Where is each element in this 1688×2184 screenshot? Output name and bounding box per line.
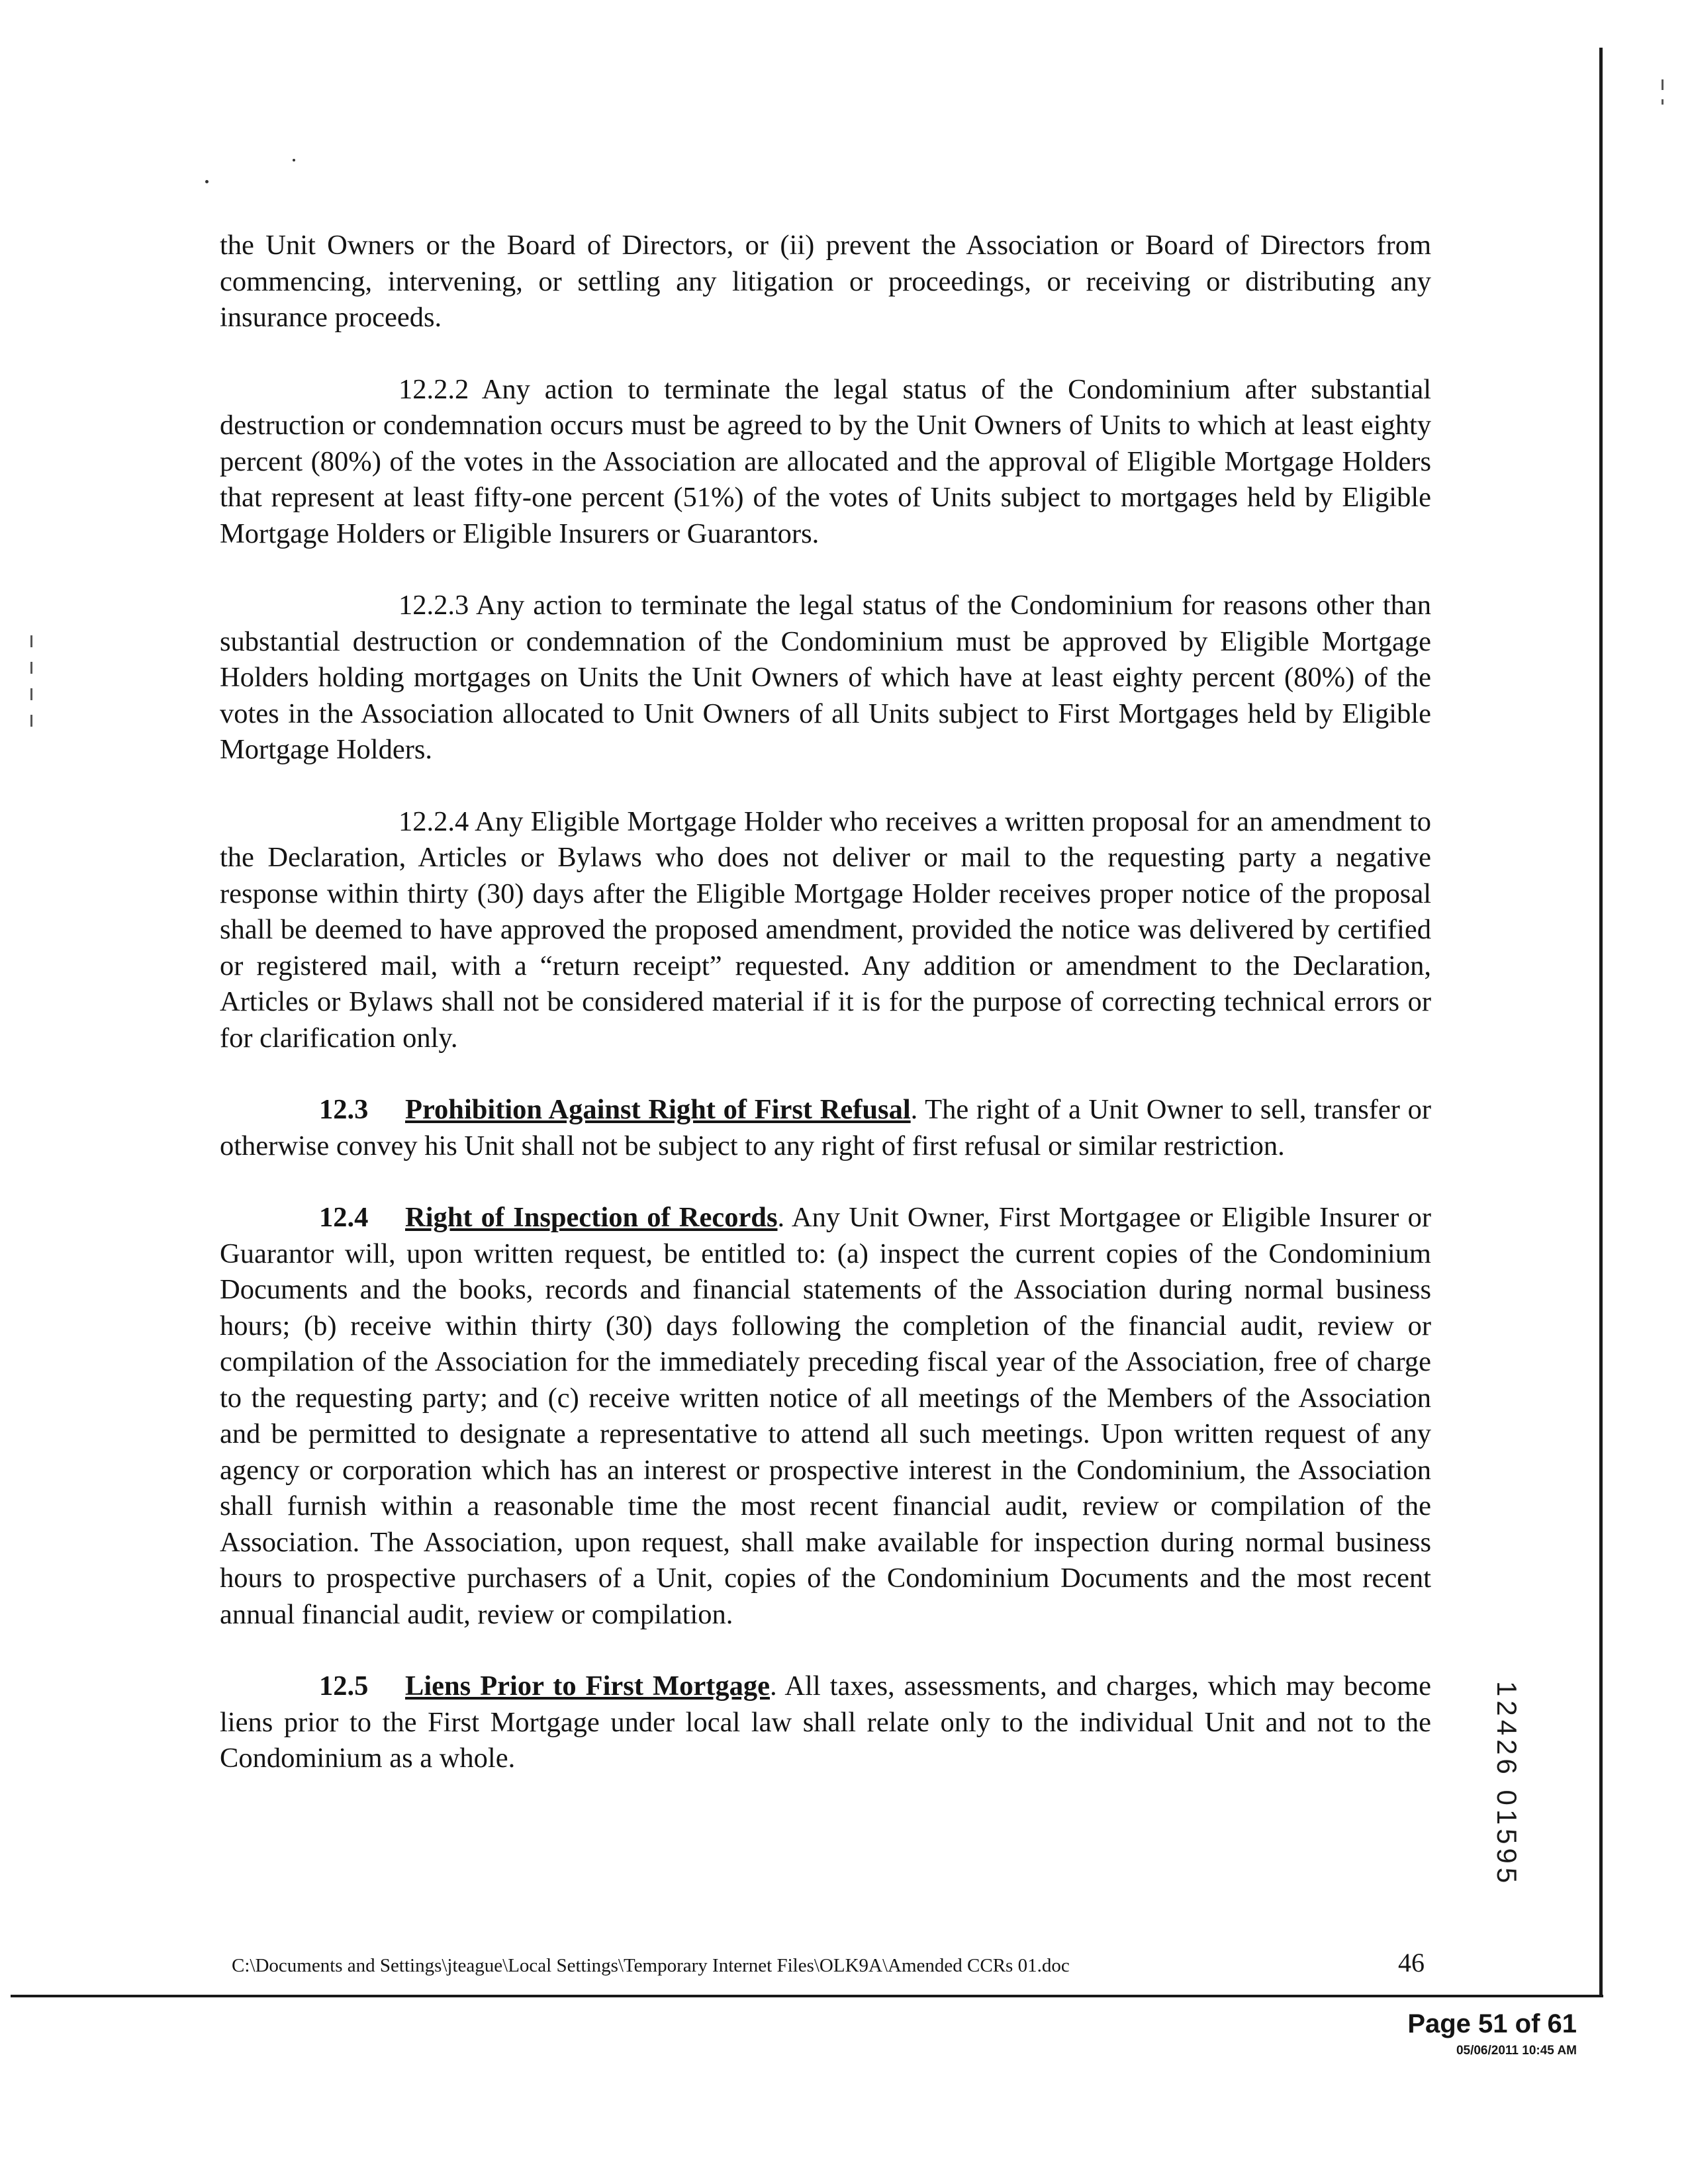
section-12-5 (220, 1668, 1431, 1777)
paragraph-12-2-2: 12.2.2 Any action to terminate the legal status of the Condominium after substantial destruction or condemnation occurs must be agreed to by the Unit Owners of Units to which at least eighty percent (80%) of the votes in the Association are allocated and the approval of Eligible Mortgage Holders that represent at least fifty-one percent (51%) of the votes of Units subject to mortgages held by Eligible Mortgage Holders or Eligible Insurers or Guarantors. (220, 373, 1431, 549)
footer-file-path: C:\Documents and Settings\jteague\Local Settings\Temporary Internet Files\OLK9A\Amended CCRs 01.doc (232, 1955, 1070, 1976)
section-number: 12.4 (319, 1202, 369, 1233)
recording-stamp: 12426 01595 (1491, 1681, 1523, 1888)
scan-margin-mark (30, 662, 32, 674)
scan-margin-mark (1662, 99, 1664, 105)
section-12-3 (220, 1092, 1431, 1164)
page-timestamp: 05/06/2011 10:45 AM (1456, 2044, 1577, 2058)
scan-margin-mark (30, 688, 32, 700)
scan-speck (205, 180, 209, 183)
paragraph-continuation: the Unit Owners or the Board of Directors, or (ii) prevent the Association or Board of Directors from commencing, intervening, or settling any litigation or proceedings, or receiving or distributing any insurance proceeds. (220, 230, 1431, 333)
section-title: Right of Inspection of Records (405, 1202, 778, 1233)
scan-margin-mark (1662, 79, 1664, 90)
scan-margin-mark (30, 635, 32, 647)
section-number: 12.5 (319, 1670, 369, 1702)
section-title: Prohibition Against Right of First Refusal (405, 1094, 911, 1125)
section-body: . All taxes, assessments, and charges, which may become liens prior to the First Mortgage under local law shall relate only to the individual Unit and not to the Condominium as a whole. (220, 1670, 1431, 1774)
paragraph-12-2-3: 12.2.3 Any action to terminate the legal status of the Condominium for reasons other than substantial destruction or condemnation of the Condominium must be approved by Eligible Mortgage Holders holding mortgages on Units the Unit Owners of which have at least eighty percent (80%) of the votes in the Association allocated to Unit Owners of all Units subject to First Mortgages held by Eligible Mortgage Holders. (220, 590, 1431, 765)
section-body: . The right of a Unit Owner to sell, transfer or otherwise convey his Unit shall not be subject to any right of first refusal or similar restriction. (220, 1094, 1432, 1161)
document-body (220, 228, 1431, 1813)
section-body: . Any Unit Owner, First Mortgagee or Eligible Insurer or Guarantor will, upon written request, be entitled to: (a) inspect the current copies of the Condominium Documents and the books, records and financial statements of the Association during normal business hours; (b) receive within thirty (30) days following the completion of the financial audit, review or compilation of the Association for the immediately preceding fiscal year of the Association, free of charge to the requesting party; and (c) receive written notice of all meetings of the Members of the Association and be permitted to designate a representative to attend all such meetings. Upon written request of any agency or corporation which has an interest or prospective interest in the Condominium, the Association shall furnish within a reasonable time the most recent financial audit, review or compilation of the Association. The Association, upon request, shall make available for inspection during normal business hours to prospective purchasers of a Unit, copies of the Condominium Documents and the most recent annual financial audit, review or compilation. (220, 1202, 1431, 1630)
page-border-right (1599, 48, 1603, 1997)
footer-page-number: 46 (1398, 1948, 1425, 1978)
page-counter: Page 51 of 61 (1407, 2009, 1577, 2038)
page-border-bottom (11, 1995, 1603, 1997)
scan-margin-mark (30, 715, 32, 727)
section-12-4 (220, 1200, 1431, 1633)
scan-speck (293, 159, 295, 161)
section-number: 12.3 (319, 1094, 369, 1125)
paragraph-12-2-4: 12.2.4 Any Eligible Mortgage Holder who receives a written proposal for an amendment to the Declaration, Articles or Bylaws who does not deliver or mail to the requesting party a negative response within thirty (30) days after the Eligible Mortgage Holder receives proper notice of the proposal shall be deemed to have approved the proposed amendment, provided the notice was delivered by certified or registered mail, with a “return receipt” requested. Any addition or amendment to the Declaration, Articles or Bylaws shall not be considered material if it is for the purpose of correcting technical errors or for clarification only. (220, 805, 1431, 1054)
section-title: Liens Prior to First Mortgage (405, 1670, 771, 1702)
